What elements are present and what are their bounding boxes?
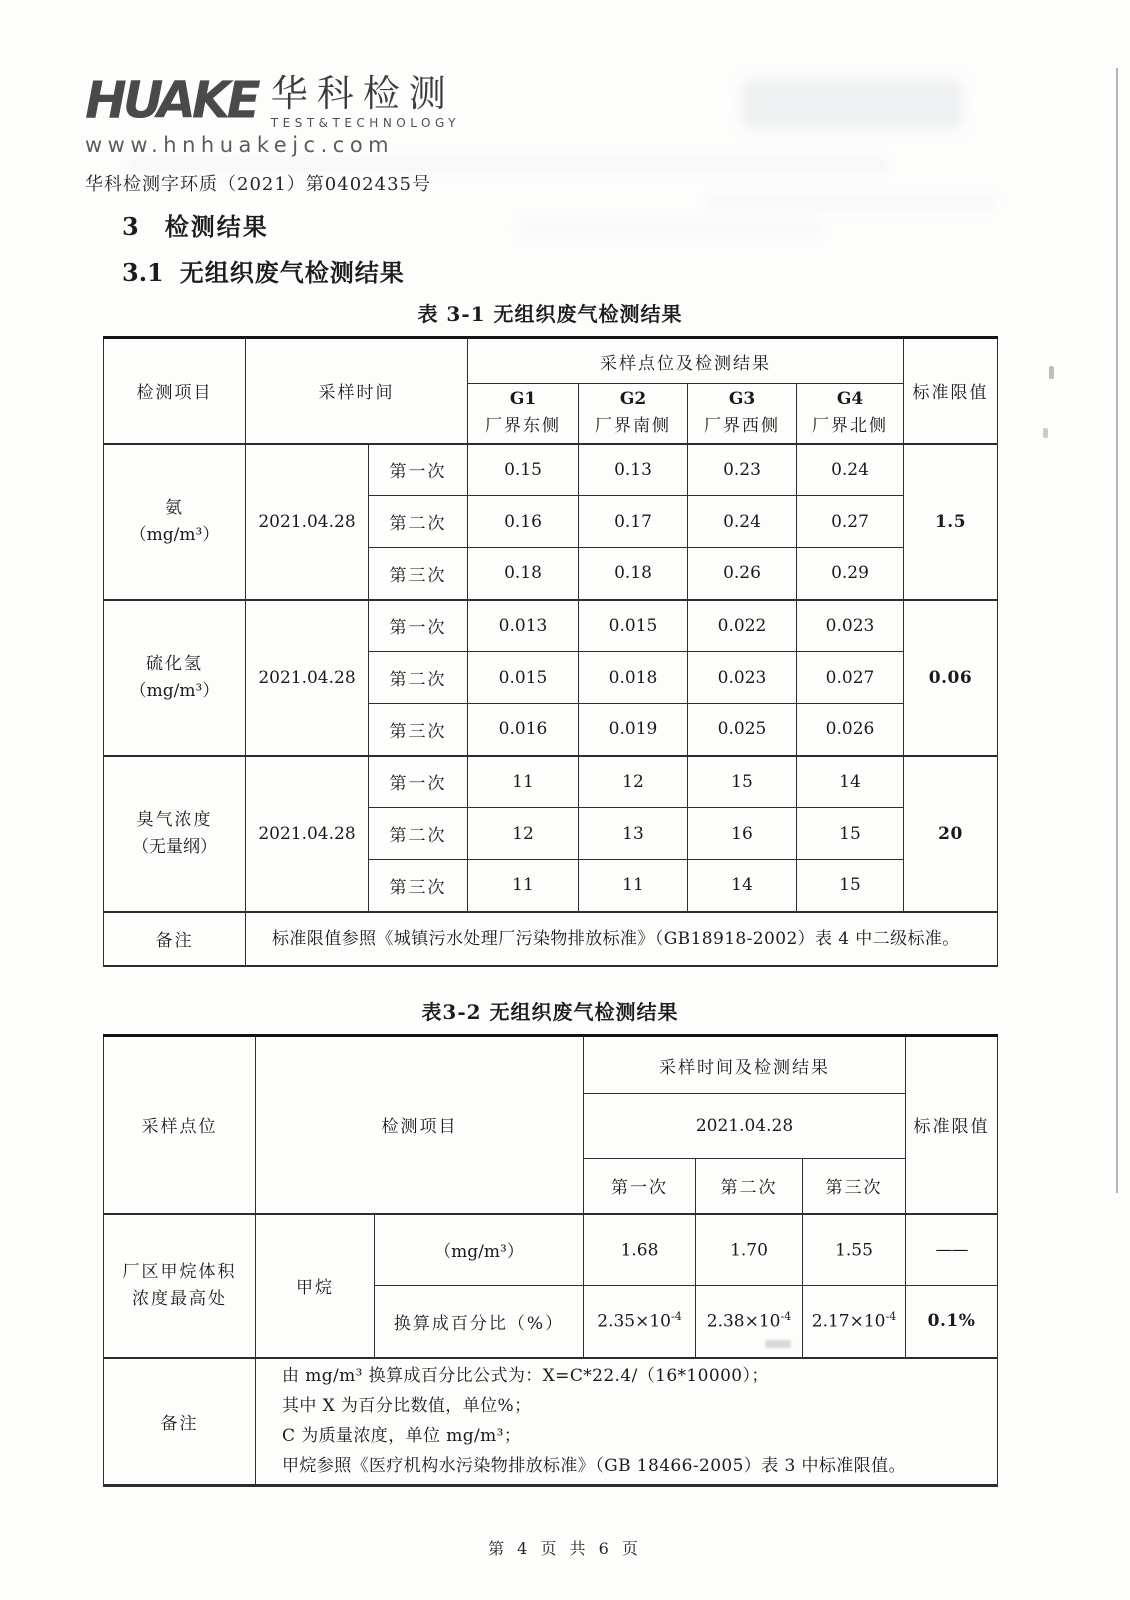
seq-cell: 第一次 [369,600,468,652]
data-cell: 1.55 [803,1214,906,1286]
seq-cell: 第三次 [369,704,468,756]
section-number: 3 [122,212,139,241]
data-cell: 0.025 [688,704,797,756]
param-cell-methane: 甲烷 [256,1214,375,1358]
data-cell: $2.17\times 10^{-4}$ [803,1286,906,1358]
data-cell: 11 [579,860,688,912]
huake-logo-wordmark: HUAKE [85,70,257,130]
scan-speck [1049,366,1054,379]
data-cell: 0.26 [688,548,797,600]
header-cell-g4: G4 厂界北侧 [797,384,904,444]
data-cell: 15 [797,808,904,860]
header-cell-limit: 标准限值 [906,1036,998,1214]
data-cell: 0.23 [688,444,797,496]
data-cell: 0.018 [579,652,688,704]
data-cell: 0.24 [688,496,797,548]
header-cell-date: 2021.04.28 [584,1094,906,1159]
data-cell: 0.18 [468,548,579,600]
table2-caption: 表3-2 无组织废气检测结果 [421,1000,679,1024]
data-cell: 0.023 [797,600,904,652]
logo-chinese-name: 华科检测 [270,72,455,115]
seq-cell: 第二次 [369,652,468,704]
data-cell: 14 [688,860,797,912]
data-cell: 0.016 [468,704,579,756]
sub-item-cell: （mg/m³） [375,1214,584,1286]
table-3-2 [103,1034,998,1487]
header-cell-g1: G1 厂界东侧 [468,384,579,444]
data-cell: 0.18 [579,548,688,600]
header-cell-item: 检测项目 [104,338,246,444]
header-cell-seq2: 第二次 [696,1159,803,1214]
data-cell: 11 [468,756,579,808]
logo-subtitle: TEST&TECHNOLOGY [270,116,460,130]
data-cell: 0.026 [797,704,904,756]
date-cell: 2021.04.28 [246,444,369,600]
data-cell: 0.13 [579,444,688,496]
data-cell: 11 [468,860,579,912]
data-cell: 0.015 [579,600,688,652]
data-cell: 13 [579,808,688,860]
data-cell: 14 [797,756,904,808]
seq-cell: 第二次 [369,808,468,860]
limit-cell: —— [906,1214,998,1286]
data-cell: 1.68 [584,1214,696,1286]
header-cell-points: 采样点位及检测结果 [468,338,904,384]
subsection-heading [122,253,405,288]
date-cell: 2021.04.28 [246,600,369,756]
section-heading [122,207,269,242]
data-cell: 0.027 [797,652,904,704]
seq-cell: 第一次 [369,756,468,808]
data-cell: 15 [688,756,797,808]
data-cell: 0.015 [468,652,579,704]
page-edge-line [1116,68,1118,1193]
param-cell-odor: 臭气浓度 （无量纲） [104,756,246,912]
data-cell: 0.022 [688,600,797,652]
website-url: www.hnhuakejc.com [85,133,395,157]
huake-logo [85,72,460,130]
seq-cell: 第三次 [369,548,468,600]
table-3-1 [103,336,998,967]
param-cell-h2s: 硫化氢 （mg/m³） [104,600,246,756]
data-cell: 0.013 [468,600,579,652]
page-number: 第 4 页 共 6 页 [488,1539,642,1558]
data-cell: 0.019 [579,704,688,756]
limit-cell: 0.06 [904,600,998,756]
data-cell: 0.27 [797,496,904,548]
data-cell: 12 [468,808,579,860]
scan-bleedthrough-smudge [742,80,962,128]
data-cell: 0.17 [579,496,688,548]
data-cell: 12 [579,756,688,808]
seq-cell: 第一次 [369,444,468,496]
table1-caption: 表 3-1 无组织废气检测结果 [417,302,683,326]
sub-item-cell: 换算成百分比（%） [375,1286,584,1358]
data-cell: 0.15 [468,444,579,496]
scan-bleedthrough-smudge [705,196,995,209]
data-cell: 0.16 [468,496,579,548]
header-cell-limit: 标准限值 [904,338,998,444]
seq-cell: 第二次 [369,496,468,548]
limit-cell: 20 [904,756,998,912]
note-label: 备注 [104,1358,256,1486]
seq-cell: 第三次 [369,860,468,912]
header-cell-result: 采样时间及检测结果 [584,1036,906,1094]
limit-cell: 1.5 [904,444,998,600]
header-cell-seq3: 第三次 [803,1159,906,1214]
header-cell-point: 采样点位 [104,1036,256,1214]
note-text: 由 mg/m³ 换算成百分比公式为：X=C*22.4/（16*10000）； 其中 X 为百分比数值，单位%； C 为质量浓度，单位 mg/m³； 甲烷参照《医疗机构水污染物排放标准》（GB 18466-2005）表 3 中标准限值。 [256,1358,998,1486]
data-cell: 0.023 [688,652,797,704]
subsection-number: 3.1 [122,258,164,287]
data-cell: 16 [688,808,797,860]
report-header [85,72,460,196]
date-cell: 2021.04.28 [246,756,369,912]
header-cell-g2: G2 厂界南侧 [579,384,688,444]
note-label: 备注 [104,912,246,966]
header-cell-item: 检测项目 [256,1036,584,1214]
section-title: 检测结果 [164,212,269,241]
data-cell: $2.38\times 10^{-4}$ [696,1286,803,1358]
header-cell-g3: G3 厂界西侧 [688,384,797,444]
limit-cell: 0.1% [906,1286,998,1358]
header-cell-time: 采样时间 [246,338,468,444]
data-cell: 15 [797,860,904,912]
scan-speck [1043,428,1048,438]
subsection-title: 无组织废气检测结果 [179,258,405,287]
param-cell-ammonia: 氨 （mg/m³） [104,444,246,600]
scan-bleedthrough-smudge [520,218,820,238]
data-cell: $2.35\times 10^{-4}$ [584,1286,696,1358]
data-cell: 1.70 [696,1214,803,1286]
note-text: 标准限值参照《城镇污水处理厂污染物排放标准》（GB18918-2002）表 4 中二级标准。 [246,912,998,966]
data-cell: 0.24 [797,444,904,496]
point-cell: 厂区甲烷体积 浓度最高处 [104,1214,256,1358]
header-cell-seq1: 第一次 [584,1159,696,1214]
data-cell: 0.29 [797,548,904,600]
document-number: 华科检测字环质（2021）第0402435号 [85,174,431,195]
